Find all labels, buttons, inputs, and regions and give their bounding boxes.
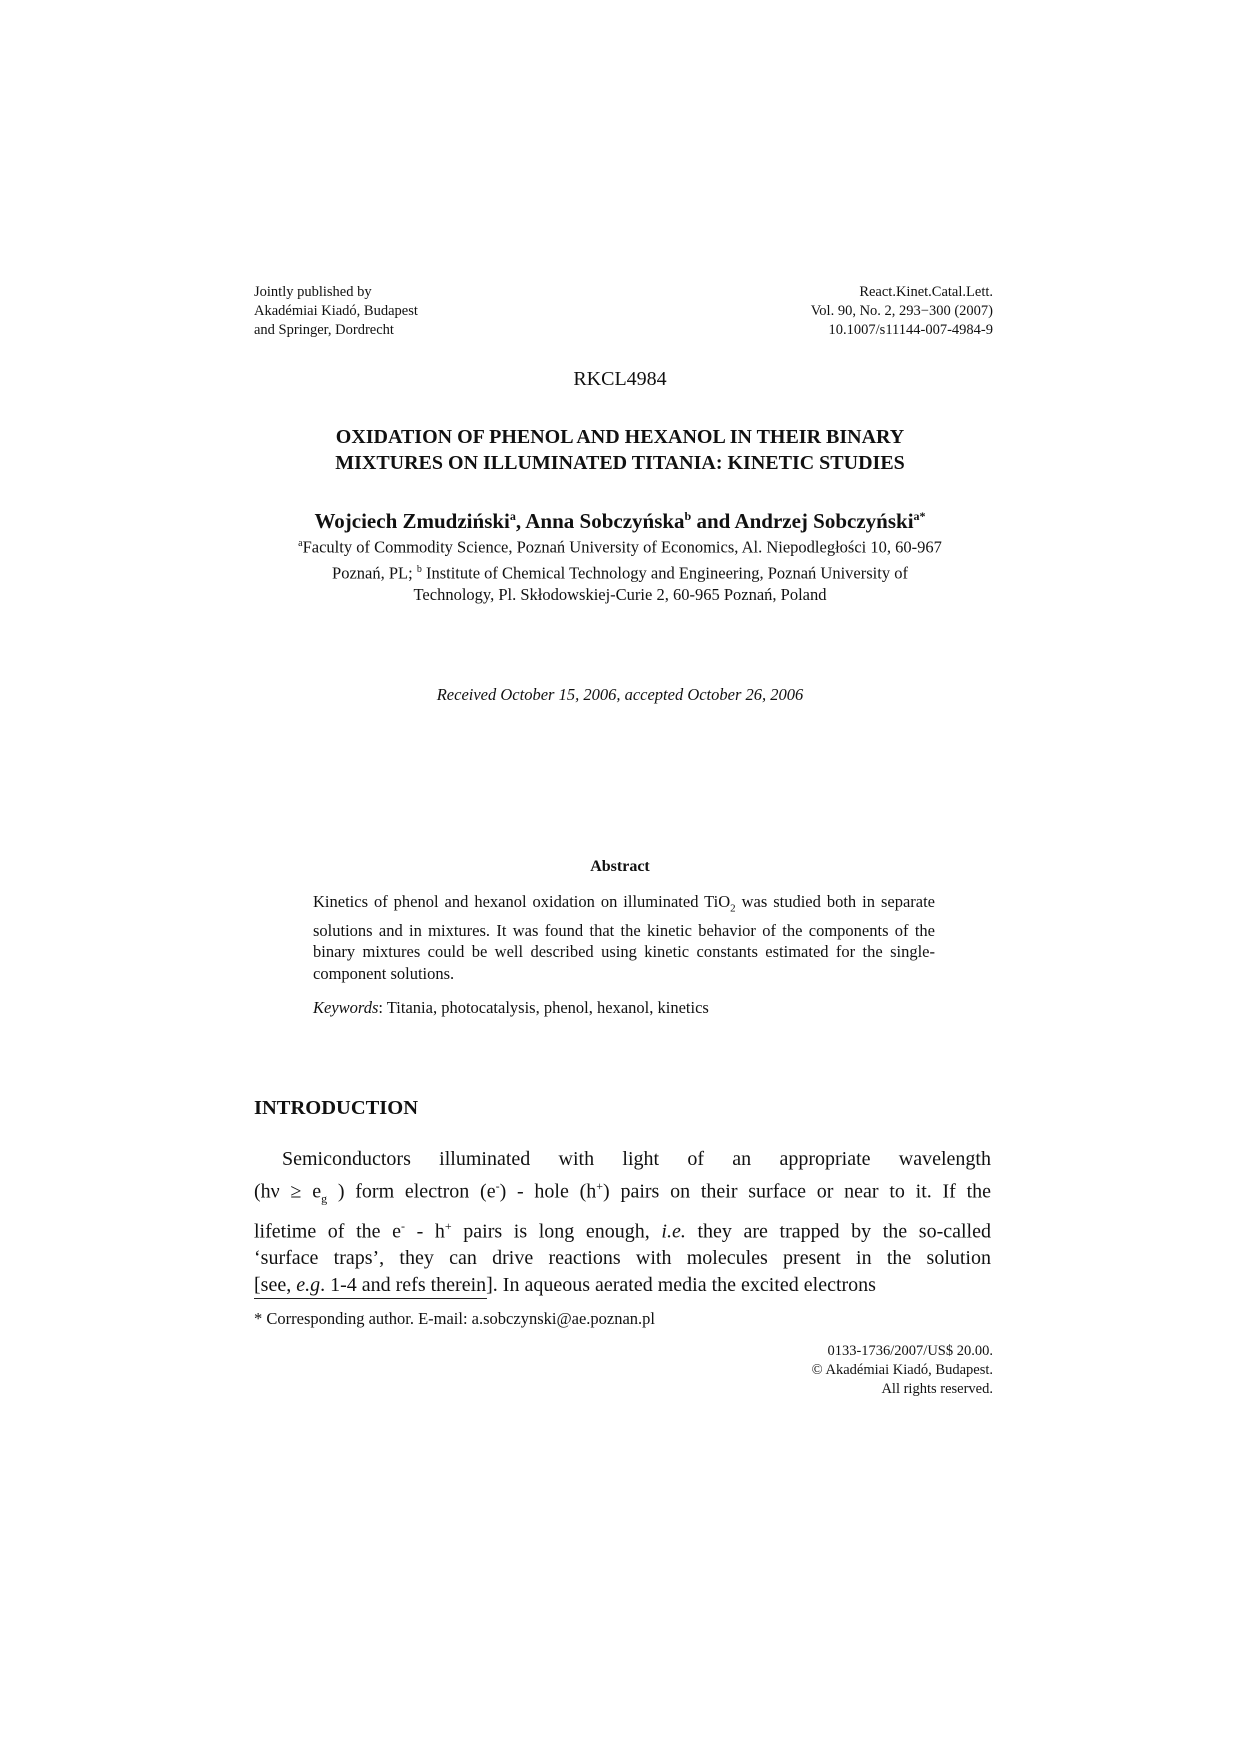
publisher-info <box>254 283 418 340</box>
abstract-text: Kinetics of phenol and hexanol oxidation on illuminated TiO$_2$ was studied both in separate solutions and in mixtures. It was found that the kinetic behavior of the components of the binary mixtures could be well described using kinetic constants estimated for the single-component solutions. <box>313 892 935 983</box>
received-dates: Received October 15, 2006, accepted October 26, 2006 <box>436 685 804 704</box>
publisher-line: Jointly published by <box>254 284 372 300</box>
affiliation-line: Poznań, PL; $^b$ Institute of Chemical Technology and Engineering, Poznań University of <box>332 563 908 582</box>
corresponding-author-footnote: * Corresponding author. E-mail: a.sobczynski@ae.poznan.pl <box>254 1309 656 1328</box>
author-affil-mark: a* <box>913 509 926 523</box>
affiliations <box>0 533 1240 606</box>
section-heading-introduction: INTRODUCTION <box>254 1097 419 1119</box>
author-affil-mark: a <box>509 509 516 523</box>
copyright-line: © Akadémiai Kiadó, Budapest. <box>811 1362 993 1378</box>
affiliation-line: Technology, Pl. Skłodowskiej-Curie 2, 60-965 Poznań, Poland <box>413 585 827 604</box>
keywords <box>313 998 709 1018</box>
abstract-heading: Abstract <box>590 858 650 875</box>
title-line: MIXTURES ON ILLUMINATED TITANIA: KINETIC STUDIES <box>335 452 905 474</box>
journal-info <box>811 283 993 340</box>
footnote-divider <box>254 1298 487 1299</box>
author-name: Wojciech Zmudziński <box>314 509 510 533</box>
journal-line: Vol. 90, No. 2, 293−300 (2007) <box>810 303 993 319</box>
copyright-line: 0133-1736/2007/US$ 20.00. <box>827 1343 993 1359</box>
publisher-line: Akadémiai Kiadó, Budapest <box>254 303 418 319</box>
affil-mark: a <box>298 538 303 549</box>
intro-line: ($h\nu \ge e_g$ ) form electron (e-) - hole (h+) pairs on their surface or near to it. If the <box>254 1179 992 1206</box>
affil-mark: b <box>416 563 422 575</box>
article-code: RKCL4984 <box>573 368 667 390</box>
author-name: Andrzej Sobczyński <box>734 509 914 533</box>
author-affil-mark: b <box>684 509 692 523</box>
keywords-label: Keywords <box>313 998 379 1017</box>
intro-line: ‘surface traps’, they can drive reactions with molecules present in the solution <box>254 1247 991 1270</box>
keywords-list: : Titania, photocatalysis, phenol, hexanol, kinetics <box>378 998 709 1017</box>
author-separator: , <box>515 509 526 533</box>
journal-line: 10.1007/s11144-007-4984-9 <box>828 322 993 338</box>
introduction-text <box>254 1146 991 1299</box>
copyright-block <box>812 1342 993 1399</box>
author-list <box>0 509 1240 534</box>
affiliation-line: $^a$Faculty of Commodity Science, Poznań University of Economics, Al. Niepodległości 10, 60-967 <box>298 537 942 557</box>
copyright-line: All rights reserved. <box>881 1381 993 1397</box>
paper-title <box>0 424 1240 476</box>
title-line: OXIDATION OF PHENOL AND HEXANOL IN THEIR BINARY <box>335 426 905 448</box>
intro-line: [see, e.g. 1-4 and refs therein]. In aqueous aerated media the excited electrons <box>254 1274 876 1297</box>
author-name: Anna Sobczyńska <box>525 509 685 533</box>
publisher-line: and Springer, Dordrecht <box>254 322 394 338</box>
journal-line: React.Kinet.Catal.Lett. <box>859 284 993 300</box>
author-separator: and <box>691 509 735 533</box>
intro-line: Semiconductors illuminated with light of an appropriate wavelength <box>282 1148 991 1170</box>
intro-line: lifetime of the e- - h+ pairs is long enough, i.e. they are trapped by the so-called <box>254 1218 991 1243</box>
